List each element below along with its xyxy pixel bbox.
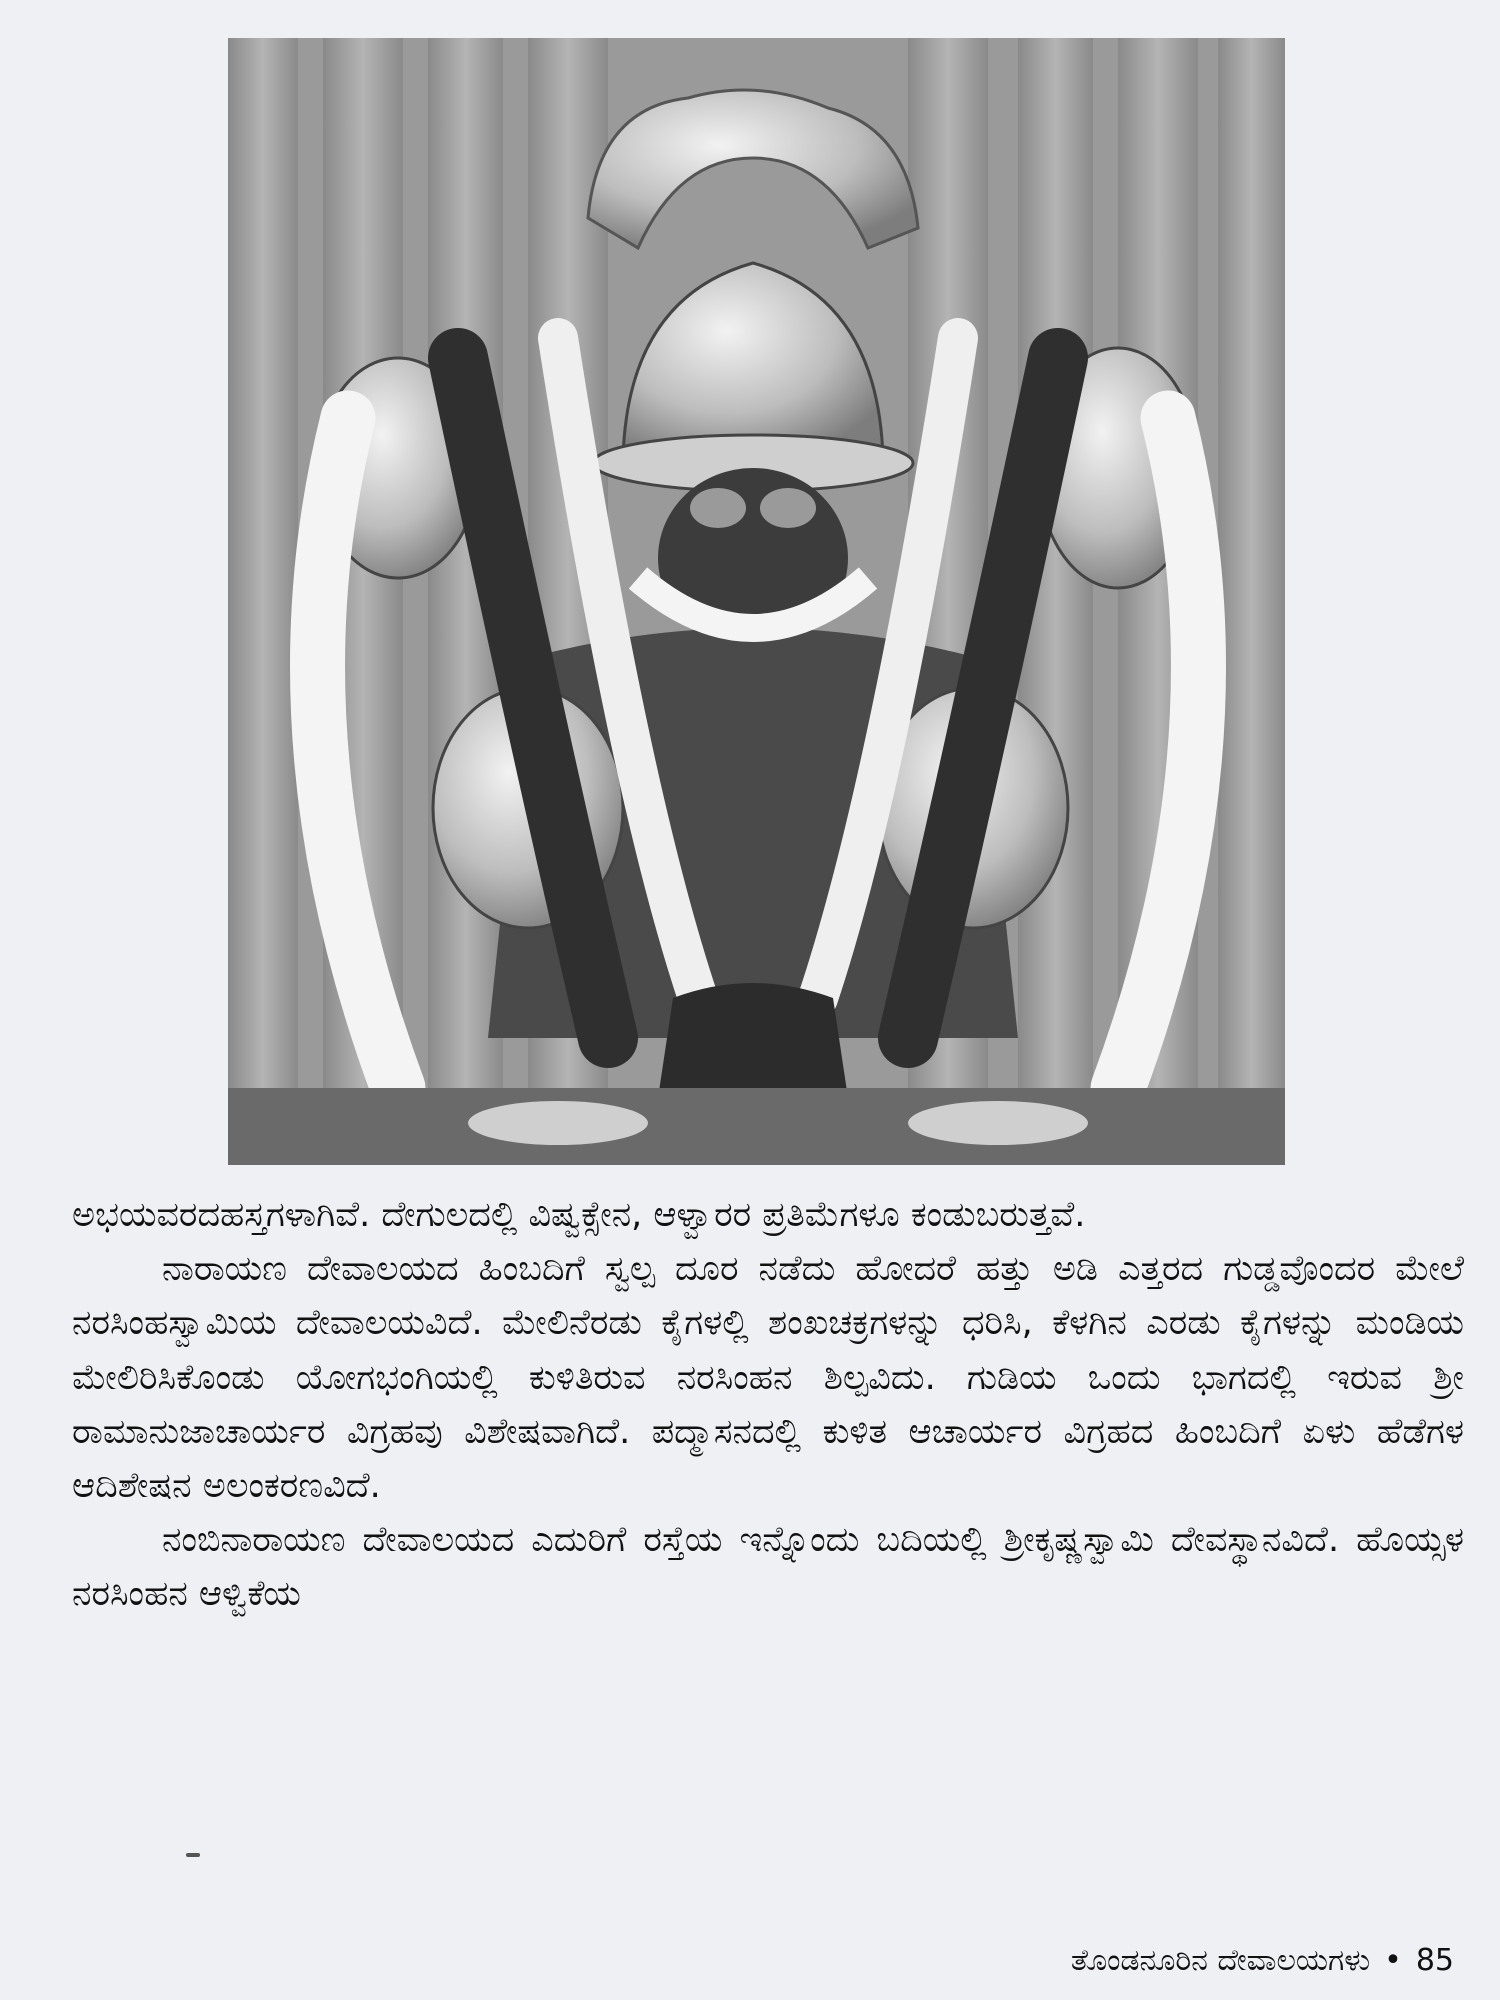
paragraph-2: ನಾರಾಯಣ ದೇವಾಲಯದ ಹಿಂಬದಿಗೆ ಸ್ವಲ್ಪ ದೂರ ನಡೆದು ಹೋದರೆ ಹತ್ತು ಅಡಿ ಎತ್ತರದ ಗುಡ್ಡವೊಂದರ ಮೇಲೆ ನರಸಿಂಹಸ್ವಾಮಿಯ ದೇವಾಲಯವಿದೆ. ಮೇಲಿನೆರಡು ಕೈಗಳಲ್ಲಿ ಶಂಖಚಕ್ರಗಳನ್ನು ಧರಿಸಿ, ಕೆಳಗಿನ ಎರಡು ಕೈಗಳನ್ನು ಮಂಡಿಯ ಮೇಲಿರಿಸಿಕೊಂಡು ಯೋಗಭಂಗಿಯಲ್ಲಿ ಕುಳಿತಿರುವ ನರಸಿಂಹನ ಶಿಲ್ಪವಿದು. ಗುಡಿಯ ಒಂದು ಭಾಗದಲ್ಲಿ ಇರುವ ಶ್ರೀ ರಾಮಾನುಜಾಚಾರ್ಯರ ವಿಗ್ರಹವು ವಿಶೇಷವಾಗಿದೆ. ಪದ್ಮಾಸನದಲ್ಲಿ ಕುಳಿತ ಆಚಾರ್ಯರ ವಿಗ್ರಹದ ಹಿಂಬದಿಗೆ ಏಳು ಹೆಡೆಗಳ ಆದಿಶೇಷನ ಅಲಂಕರಣವಿದೆ. [72, 1249, 1464, 1507]
paragraph-1: ಅಭಯವರದಹಸ್ತಗಳಾಗಿವೆ. ದೇಗುಲದಲ್ಲಿ ವಿಷ್ವಕ್ಸೇನ, ಆಳ್ವಾರರ ಪ್ರತಿಮೆಗಳೂ ಕಂಡುಬರುತ್ತವೆ. [72, 1195, 1086, 1235]
footer-bullet: • [1384, 1943, 1402, 1978]
kalasha-pot [658, 983, 848, 1098]
photo-illustration [228, 38, 1285, 1165]
running-title: ತೊಂಡನೂರಿನ ದೇವಾಲಯಗಳು [1070, 1943, 1371, 1978]
paragraph-3: ನಂಬಿನಾರಾಯಣ ದೇವಾಲಯದ ಎದುರಿಗೆ ರಸ್ತೆಯ ಇನ್ನೊಂದು ಬದಿಯಲ್ಲಿ ಶ್ರೀಕೃಷ್ಣಸ್ವಾಮಿ ದೇವಸ್ಥಾನವಿದೆ. ಹೊಯ್ಸಳ ನರಸಿಂಹನ ಆಳ್ವಿಕೆಯ [72, 1520, 1464, 1615]
page-footer [1071, 1943, 1454, 1978]
body-text [72, 1188, 1464, 1622]
print-speck [186, 1853, 200, 1857]
deity-idol-photo [228, 38, 1285, 1165]
page-number: 85 [1415, 1943, 1454, 1978]
